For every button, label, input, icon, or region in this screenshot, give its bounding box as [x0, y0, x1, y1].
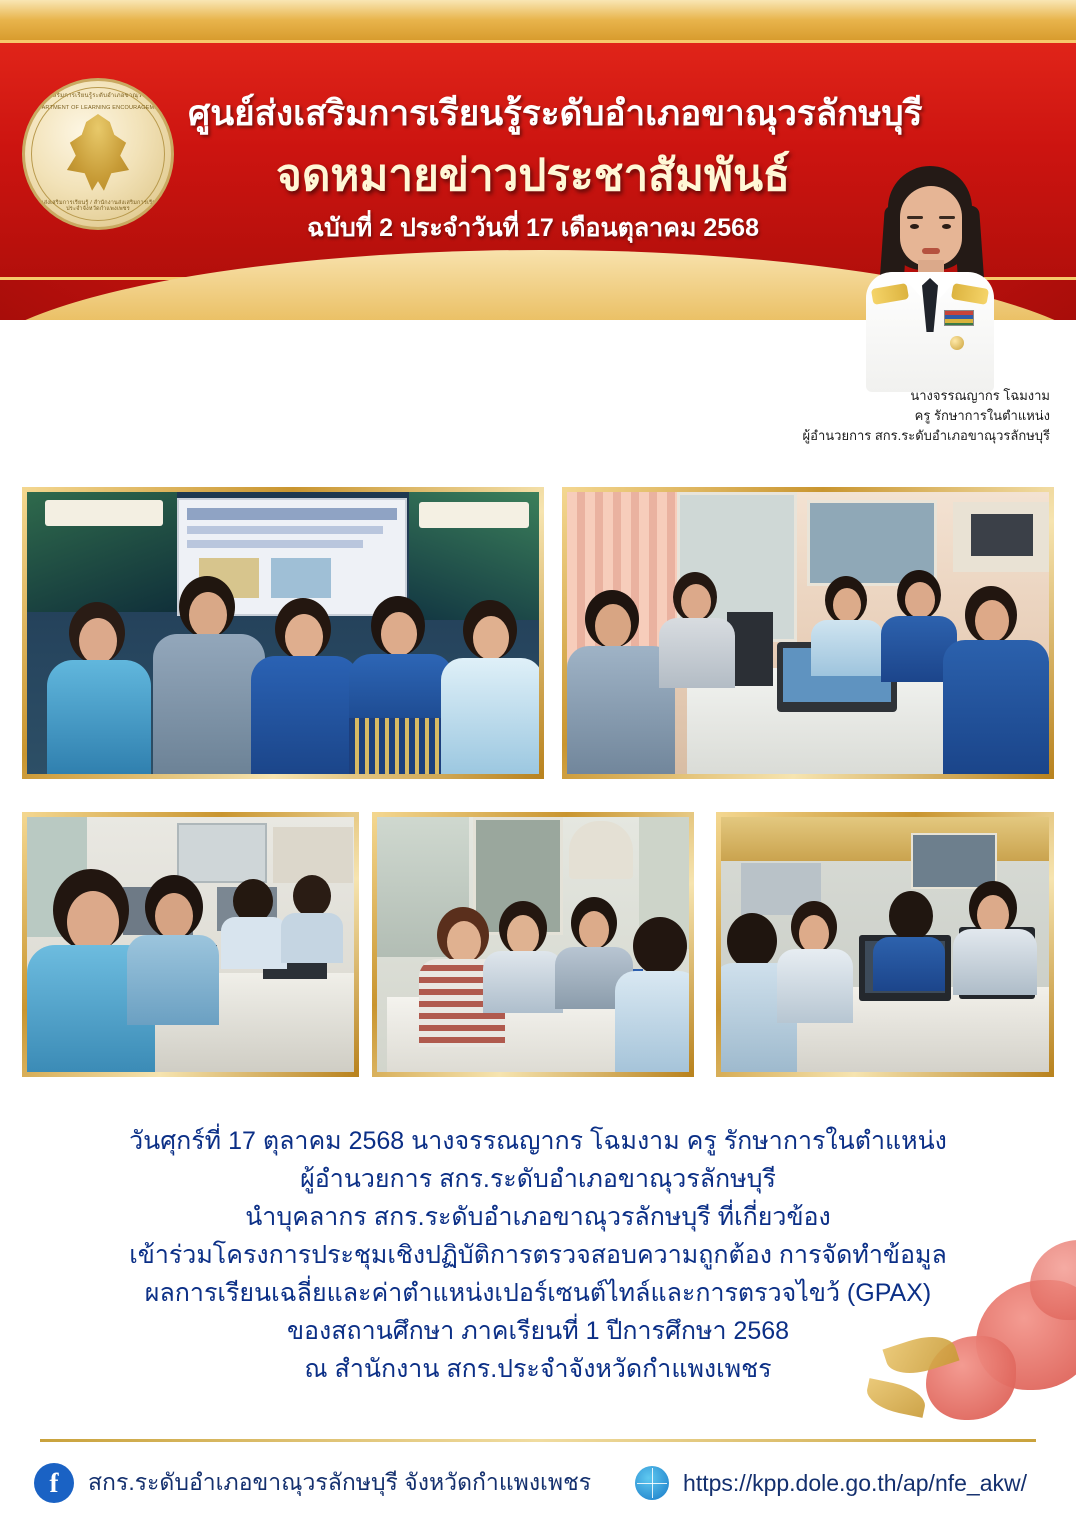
- seal-mid-text: DEPARTMENT OF LEARNING ENCOURAGEMENT: [30, 105, 166, 111]
- photo-group-4: [372, 812, 694, 1077]
- photo-1-scene: [27, 492, 539, 774]
- portrait-badge-icon: [950, 336, 964, 350]
- portrait-brow-left: [907, 216, 923, 219]
- photo-4-scene: [377, 817, 689, 1072]
- caption-name-line: นางจรรณญากร โฉมงาม: [910, 388, 1050, 403]
- portrait-eye-right: [942, 224, 951, 229]
- globe-icon: [635, 1466, 669, 1500]
- department-seal-icon: [22, 78, 174, 230]
- flower-decoration: [826, 1200, 1076, 1430]
- website-url[interactable]: https://kpp.dole.go.th/ap/nfe_akw/: [683, 1469, 1028, 1496]
- photo-group-3: [22, 812, 359, 1077]
- director-portrait: [838, 160, 1023, 395]
- portrait-medal-ribbon: [944, 310, 974, 326]
- photo-2-scene: [567, 492, 1049, 774]
- footer-divider: [40, 1439, 1036, 1442]
- header-issue-date: ฉบับที่ 2 ประจำวันที่ 17 เดือนตุลาคม 2568: [306, 214, 759, 242]
- portrait-brow-right: [939, 216, 955, 219]
- header-gold-top-band: [0, 0, 1076, 40]
- portrait-lips: [922, 248, 940, 254]
- facebook-page-name: สกร.ระดับอำเภอขาณุวรลักษบุรี จังหวัดกำแพงเพชร: [88, 1469, 592, 1495]
- caption-position-line-2: ผู้อำนวยการ สกร.ระดับอำเภอขาณุวรลักษบุรี: [802, 428, 1050, 444]
- photo-3-scene: [27, 817, 354, 1072]
- article-line-7: ณ สำนักงาน สกร.ประจำจังหวัดกำแพงเพชร: [304, 1355, 772, 1383]
- article-line-5: ผลการเรียนเฉลี่ยและค่าตำแหน่งเปอร์เซนต์ไทล์และการตรวจไขว้ (GPAX): [144, 1279, 932, 1307]
- article-line-4: เข้าร่วมโครงการประชุมเชิงปฏิบัติการตรวจสอบความถูกต้อง การจัดทำข้อมูล: [129, 1241, 947, 1269]
- header-title: จดหมายข่าวประชาสัมพันธ์: [276, 151, 790, 200]
- photo-group-2: [562, 487, 1054, 779]
- article-line-1: วันศุกร์ที่ 17 ตุลาคม 2568 นางจรรณญากร โฉมงาม ครู รักษาการในตำแหน่ง: [129, 1127, 947, 1155]
- article-line-2: ผู้อำนวยการ สกร.ระดับอำเภอขาณุวรลักษบุรี: [300, 1165, 776, 1193]
- photo-group-5: [716, 812, 1054, 1077]
- seal-bottom-text: กรมส่งเสริมการเรียนรู้ / สำนักงานส่งเสริมการเรียนรู้ประจำจังหวัดกำแพงเพชร: [33, 199, 163, 213]
- portrait-eye-left: [910, 224, 919, 229]
- photo-5-scene: [721, 817, 1049, 1072]
- article-line-3: นำบุคลากร สกร.ระดับอำเภอขาณุวรลักษบุรี ที่เกี่ยวข้อง: [245, 1203, 831, 1231]
- article-line-6: ของสถานศึกษา ภาคเรียนที่ 1 ปีการศึกษา 2568: [286, 1317, 790, 1345]
- portrait-caption: [760, 386, 1050, 446]
- caption-position-line-1: ครู รักษาการในตำแหน่ง: [914, 408, 1050, 424]
- leaf-2: [864, 1378, 929, 1418]
- footer-bar: [0, 1444, 1076, 1522]
- header-line-1: ศูนย์ส่งเสริมการเรียนรู้ระดับอำเภอขาณุวรลักษบุรี: [188, 94, 923, 133]
- facebook-icon[interactable]: f: [34, 1463, 74, 1503]
- portrait-figure: [860, 160, 1000, 392]
- seal-top-text: ศูนย์ส่งเสริมการเรียนรู้ระดับอำเภอขาณุวรลักษบุรี: [31, 93, 165, 99]
- photo-group-1: [22, 487, 544, 779]
